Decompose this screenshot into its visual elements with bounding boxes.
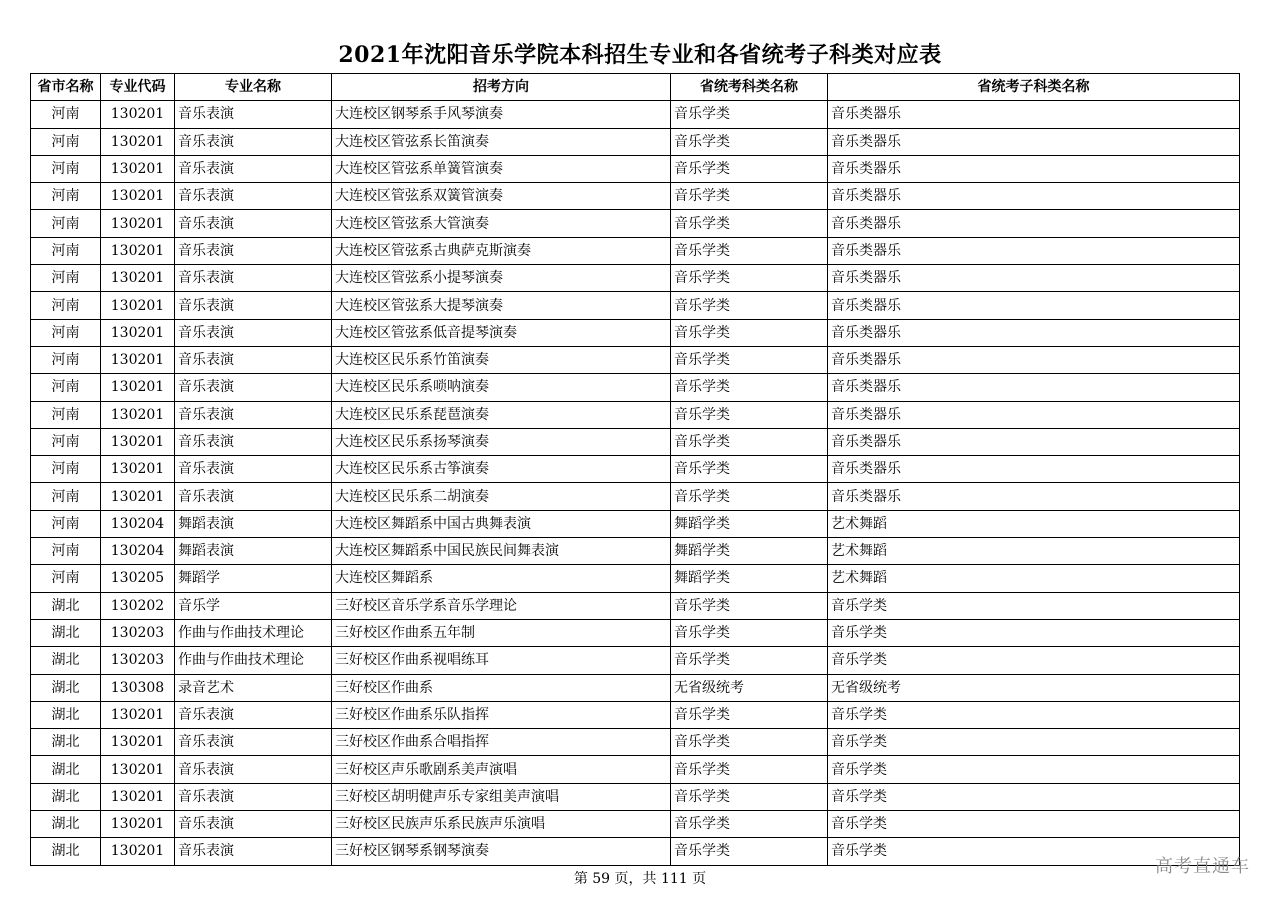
- cell-major-name: 音乐表演: [175, 401, 332, 428]
- cell-direction: 三好校区民族声乐系民族声乐演唱: [332, 811, 671, 838]
- cell-major-name: 音乐表演: [175, 319, 332, 346]
- table-row: [31, 838, 1240, 865]
- cell-subcategory: 音乐学类: [828, 756, 1240, 783]
- cell-category: 舞蹈学类: [671, 510, 828, 537]
- cell-province: 河南: [31, 183, 101, 210]
- cell-major-code: 130203: [101, 619, 175, 646]
- watermark: 高考直通车: [1155, 856, 1250, 877]
- cell-category: 音乐学类: [671, 210, 828, 237]
- cell-category: 音乐学类: [671, 756, 828, 783]
- table-row: [31, 292, 1240, 319]
- cell-province: 湖北: [31, 647, 101, 674]
- cell-category: 音乐学类: [671, 319, 828, 346]
- cell-major-name: 音乐表演: [175, 101, 332, 128]
- cell-major-name: 作曲与作曲技术理论: [175, 647, 332, 674]
- cell-major-name: 舞蹈表演: [175, 538, 332, 565]
- cell-category: 舞蹈学类: [671, 538, 828, 565]
- cell-major-code: 130201: [101, 701, 175, 728]
- cell-major-name: 音乐表演: [175, 265, 332, 292]
- table-row: [31, 674, 1240, 701]
- cell-major-name: 音乐表演: [175, 456, 332, 483]
- cell-category: 音乐学类: [671, 592, 828, 619]
- cell-category: 音乐学类: [671, 155, 828, 182]
- cell-major-code: 130202: [101, 592, 175, 619]
- cell-province: 湖北: [31, 701, 101, 728]
- table-row: [31, 128, 1240, 155]
- cell-direction: 大连校区民乐系琵琶演奏: [332, 401, 671, 428]
- cell-major-code: 130201: [101, 346, 175, 373]
- table-row: [31, 483, 1240, 510]
- cell-subcategory: 音乐学类: [828, 729, 1240, 756]
- table-row: [31, 237, 1240, 264]
- cell-major-code: 130201: [101, 265, 175, 292]
- page-footer: 第 59 页，共 111 页: [573, 871, 707, 887]
- table-row: [31, 647, 1240, 674]
- cell-category: 音乐学类: [671, 265, 828, 292]
- cell-major-code: 130204: [101, 510, 175, 537]
- table-row: [31, 783, 1240, 810]
- cell-major-code: 130201: [101, 729, 175, 756]
- cell-direction: 大连校区民乐系古筝演奏: [332, 456, 671, 483]
- cell-major-name: 音乐表演: [175, 237, 332, 264]
- cell-subcategory: 音乐类器乐: [828, 128, 1240, 155]
- cell-major-name: 音乐表演: [175, 756, 332, 783]
- table-row: [31, 619, 1240, 646]
- cell-major-code: 130205: [101, 565, 175, 592]
- cell-subcategory: 音乐类器乐: [828, 210, 1240, 237]
- cell-subcategory: 艺术舞蹈: [828, 510, 1240, 537]
- admission-table: [30, 73, 1240, 866]
- cell-province: 河南: [31, 155, 101, 182]
- cell-province: 湖北: [31, 619, 101, 646]
- cell-major-code: 130201: [101, 374, 175, 401]
- cell-subcategory: 音乐学类: [828, 592, 1240, 619]
- cell-major-code: 130201: [101, 811, 175, 838]
- cell-direction: 三好校区作曲系: [332, 674, 671, 701]
- cell-province: 河南: [31, 101, 101, 128]
- cell-category: 音乐学类: [671, 428, 828, 455]
- cell-subcategory: 无省级统考: [828, 674, 1240, 701]
- cell-major-code: 130201: [101, 456, 175, 483]
- cell-category: 音乐学类: [671, 401, 828, 428]
- cell-province: 湖北: [31, 592, 101, 619]
- cell-category: 舞蹈学类: [671, 565, 828, 592]
- cell-category: 音乐学类: [671, 128, 828, 155]
- cell-direction: 三好校区钢琴系钢琴演奏: [332, 838, 671, 865]
- cell-province: 河南: [31, 483, 101, 510]
- cell-province: 河南: [31, 292, 101, 319]
- cell-province: 湖北: [31, 838, 101, 865]
- cell-direction: 大连校区民乐系竹笛演奏: [332, 346, 671, 373]
- cell-category: 音乐学类: [671, 729, 828, 756]
- cell-major-name: 录音艺术: [175, 674, 332, 701]
- cell-direction: 大连校区舞蹈系中国民族民间舞表演: [332, 538, 671, 565]
- cell-direction: 大连校区管弦系大管演奏: [332, 210, 671, 237]
- cell-province: 湖北: [31, 756, 101, 783]
- cell-province: 湖北: [31, 811, 101, 838]
- table-row: [31, 565, 1240, 592]
- table-row: [31, 756, 1240, 783]
- cell-subcategory: 音乐类器乐: [828, 346, 1240, 373]
- cell-subcategory: 音乐类器乐: [828, 101, 1240, 128]
- cell-direction: 三好校区作曲系视唱练耳: [332, 647, 671, 674]
- cell-major-name: 音乐表演: [175, 483, 332, 510]
- table-row: [31, 701, 1240, 728]
- cell-major-name: 音乐表演: [175, 428, 332, 455]
- cell-major-code: 130201: [101, 155, 175, 182]
- table-row: [31, 538, 1240, 565]
- cell-province: 湖北: [31, 729, 101, 756]
- cell-direction: 大连校区舞蹈系: [332, 565, 671, 592]
- cell-province: 河南: [31, 456, 101, 483]
- table-row: [31, 401, 1240, 428]
- cell-subcategory: 音乐类器乐: [828, 265, 1240, 292]
- cell-direction: 大连校区管弦系单簧管演奏: [332, 155, 671, 182]
- cell-major-name: 舞蹈表演: [175, 510, 332, 537]
- cell-category: 音乐学类: [671, 838, 828, 865]
- table-row: [31, 155, 1240, 182]
- cell-category: 音乐学类: [671, 811, 828, 838]
- header-major-code: 专业代码: [101, 74, 175, 101]
- cell-province: 湖北: [31, 783, 101, 810]
- cell-subcategory: 音乐类器乐: [828, 374, 1240, 401]
- cell-category: 音乐学类: [671, 346, 828, 373]
- cell-province: 河南: [31, 319, 101, 346]
- cell-province: 河南: [31, 565, 101, 592]
- cell-major-name: 作曲与作曲技术理论: [175, 619, 332, 646]
- cell-subcategory: 音乐学类: [828, 647, 1240, 674]
- cell-major-name: 音乐表演: [175, 155, 332, 182]
- cell-direction: 大连校区管弦系双簧管演奏: [332, 183, 671, 210]
- table-row: [31, 510, 1240, 537]
- cell-direction: 三好校区作曲系合唱指挥: [332, 729, 671, 756]
- cell-direction: 大连校区民乐系唢呐演奏: [332, 374, 671, 401]
- cell-subcategory: 音乐类器乐: [828, 237, 1240, 264]
- header-subcategory: 省统考子科类名称: [828, 74, 1240, 101]
- cell-subcategory: 艺术舞蹈: [828, 565, 1240, 592]
- cell-subcategory: 音乐学类: [828, 619, 1240, 646]
- cell-subcategory: 音乐类器乐: [828, 401, 1240, 428]
- cell-category: 音乐学类: [671, 101, 828, 128]
- cell-category: 音乐学类: [671, 374, 828, 401]
- cell-major-code: 130201: [101, 101, 175, 128]
- table-row: [31, 428, 1240, 455]
- cell-major-code: 130203: [101, 647, 175, 674]
- cell-direction: 三好校区声乐歌剧系美声演唱: [332, 756, 671, 783]
- cell-category: 音乐学类: [671, 701, 828, 728]
- cell-major-code: 130201: [101, 838, 175, 865]
- table-row: [31, 811, 1240, 838]
- cell-direction: 三好校区音乐学系音乐学理论: [332, 592, 671, 619]
- cell-major-code: 130204: [101, 538, 175, 565]
- table-row: [31, 374, 1240, 401]
- cell-direction: 大连校区管弦系小提琴演奏: [332, 265, 671, 292]
- cell-direction: 大连校区管弦系大提琴演奏: [332, 292, 671, 319]
- cell-province: 河南: [31, 237, 101, 264]
- cell-direction: 大连校区管弦系古典萨克斯演奏: [332, 237, 671, 264]
- header-category: 省统考科类名称: [671, 74, 828, 101]
- cell-major-name: 音乐表演: [175, 811, 332, 838]
- cell-direction: 三好校区作曲系五年制: [332, 619, 671, 646]
- cell-major-name: 音乐表演: [175, 374, 332, 401]
- cell-major-code: 130201: [101, 756, 175, 783]
- table-body: [31, 101, 1240, 865]
- cell-major-name: 音乐表演: [175, 183, 332, 210]
- cell-province: 河南: [31, 510, 101, 537]
- table-row: [31, 729, 1240, 756]
- cell-major-name: 音乐表演: [175, 210, 332, 237]
- cell-province: 河南: [31, 538, 101, 565]
- cell-direction: 三好校区作曲系乐队指挥: [332, 701, 671, 728]
- cell-category: 音乐学类: [671, 237, 828, 264]
- cell-province: 湖北: [31, 674, 101, 701]
- cell-province: 河南: [31, 128, 101, 155]
- table-row: [31, 592, 1240, 619]
- cell-province: 河南: [31, 265, 101, 292]
- table-header-row: [31, 74, 1240, 101]
- cell-province: 河南: [31, 374, 101, 401]
- cell-major-code: 130308: [101, 674, 175, 701]
- cell-category: 音乐学类: [671, 483, 828, 510]
- cell-category: 音乐学类: [671, 183, 828, 210]
- cell-major-code: 130201: [101, 292, 175, 319]
- table-row: [31, 265, 1240, 292]
- cell-category: 音乐学类: [671, 619, 828, 646]
- cell-major-name: 音乐表演: [175, 701, 332, 728]
- cell-direction: 大连校区管弦系低音提琴演奏: [332, 319, 671, 346]
- table-row: [31, 346, 1240, 373]
- cell-subcategory: 音乐类器乐: [828, 483, 1240, 510]
- cell-subcategory: 音乐类器乐: [828, 428, 1240, 455]
- cell-major-name: 音乐表演: [175, 783, 332, 810]
- cell-major-name: 音乐表演: [175, 729, 332, 756]
- cell-direction: 大连校区舞蹈系中国古典舞表演: [332, 510, 671, 537]
- cell-subcategory: 音乐学类: [828, 838, 1240, 865]
- cell-major-code: 130201: [101, 783, 175, 810]
- cell-subcategory: 音乐学类: [828, 811, 1240, 838]
- table-row: [31, 210, 1240, 237]
- cell-major-code: 130201: [101, 183, 175, 210]
- cell-major-name: 音乐表演: [175, 292, 332, 319]
- cell-major-name: 音乐表演: [175, 838, 332, 865]
- header-province: 省市名称: [31, 74, 101, 101]
- cell-major-code: 130201: [101, 128, 175, 155]
- cell-province: 河南: [31, 210, 101, 237]
- cell-major-code: 130201: [101, 319, 175, 346]
- cell-direction: 大连校区民乐系扬琴演奏: [332, 428, 671, 455]
- cell-major-code: 130201: [101, 210, 175, 237]
- table-row: [31, 319, 1240, 346]
- cell-category: 音乐学类: [671, 292, 828, 319]
- cell-subcategory: 音乐类器乐: [828, 155, 1240, 182]
- cell-subcategory: 音乐类器乐: [828, 292, 1240, 319]
- cell-major-name: 音乐学: [175, 592, 332, 619]
- cell-subcategory: 音乐类器乐: [828, 456, 1240, 483]
- table-row: [31, 456, 1240, 483]
- header-direction: 招考方向: [332, 74, 671, 101]
- cell-direction: 大连校区管弦系长笛演奏: [332, 128, 671, 155]
- table-row: [31, 101, 1240, 128]
- cell-category: 音乐学类: [671, 647, 828, 674]
- cell-subcategory: 音乐类器乐: [828, 319, 1240, 346]
- cell-category: 无省级统考: [671, 674, 828, 701]
- cell-province: 河南: [31, 346, 101, 373]
- cell-province: 河南: [31, 428, 101, 455]
- table-row: [31, 183, 1240, 210]
- cell-major-code: 130201: [101, 428, 175, 455]
- document-title: 2021年沈阳音乐学院本科招生专业和各省统考子科类对应表: [338, 42, 942, 68]
- cell-subcategory: 音乐学类: [828, 783, 1240, 810]
- cell-direction: 三好校区胡明健声乐专家组美声演唱: [332, 783, 671, 810]
- cell-direction: 大连校区钢琴系手风琴演奏: [332, 101, 671, 128]
- header-major-name: 专业名称: [175, 74, 332, 101]
- cell-major-name: 音乐表演: [175, 346, 332, 373]
- cell-subcategory: 音乐学类: [828, 701, 1240, 728]
- cell-major-code: 130201: [101, 237, 175, 264]
- cell-direction: 大连校区民乐系二胡演奏: [332, 483, 671, 510]
- cell-major-code: 130201: [101, 401, 175, 428]
- cell-province: 河南: [31, 401, 101, 428]
- cell-category: 音乐学类: [671, 783, 828, 810]
- cell-category: 音乐学类: [671, 456, 828, 483]
- cell-major-name: 舞蹈学: [175, 565, 332, 592]
- cell-major-code: 130201: [101, 483, 175, 510]
- cell-major-name: 音乐表演: [175, 128, 332, 155]
- cell-subcategory: 音乐类器乐: [828, 183, 1240, 210]
- cell-subcategory: 艺术舞蹈: [828, 538, 1240, 565]
